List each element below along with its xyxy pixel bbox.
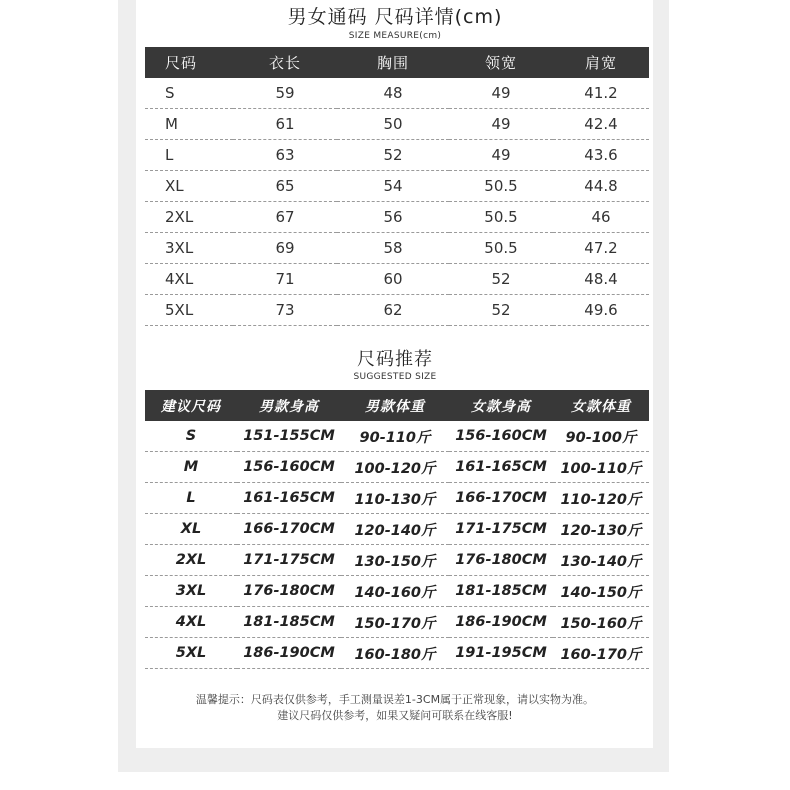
table-cell: 140-160斤 bbox=[341, 576, 449, 607]
table-cell: 156-160CM bbox=[237, 452, 341, 483]
table-cell: 49 bbox=[449, 109, 553, 140]
tip-note: 温馨提示：尺码表仅供参考，手工测量误差1-3CM属于正常现象，请以实物为准。 bbox=[195, 693, 595, 706]
header-men-weight: 男款体重 bbox=[341, 390, 449, 421]
table-cell: 160-180斤 bbox=[341, 638, 449, 669]
table-cell: 48.4 bbox=[553, 264, 649, 295]
table-cell: 120-140斤 bbox=[341, 514, 449, 545]
table-row bbox=[145, 607, 649, 638]
header-men-height: 男款身高 bbox=[237, 390, 341, 421]
table-cell: 49 bbox=[449, 140, 553, 171]
table-cell: 59 bbox=[233, 78, 337, 109]
table-row bbox=[145, 638, 649, 669]
table-cell: 161-165CM bbox=[449, 452, 553, 483]
table-cell: 54 bbox=[337, 171, 449, 202]
table-cell: 161-165CM bbox=[237, 483, 341, 514]
table-row bbox=[145, 576, 649, 607]
table-cell: 186-190CM bbox=[237, 638, 341, 669]
table-row bbox=[145, 171, 649, 202]
table-cell: 62 bbox=[337, 295, 449, 326]
table-cell: M bbox=[145, 452, 237, 483]
table-cell: 181-185CM bbox=[237, 607, 341, 638]
table-cell: 41.2 bbox=[553, 78, 649, 109]
table-cell: L bbox=[145, 140, 233, 171]
table-cell: 47.2 bbox=[553, 233, 649, 264]
table-cell: 110-130斤 bbox=[341, 483, 449, 514]
table-cell: 46 bbox=[553, 202, 649, 233]
table-row bbox=[145, 233, 649, 264]
table-cell: 61 bbox=[233, 109, 337, 140]
header-women-weight: 女款体重 bbox=[553, 390, 649, 421]
table-cell: XL bbox=[145, 514, 237, 545]
header-shoulder: 肩宽 bbox=[553, 47, 649, 78]
table-cell: 4XL bbox=[145, 607, 237, 638]
recommend-subtitle: SUGGESTED SIZE bbox=[353, 372, 437, 382]
table-cell: 56 bbox=[337, 202, 449, 233]
table-cell: 90-100斤 bbox=[553, 421, 649, 452]
table-cell: 5XL bbox=[145, 295, 233, 326]
table-cell: 150-160斤 bbox=[553, 607, 649, 638]
table-cell: 49 bbox=[449, 78, 553, 109]
table-cell: 2XL bbox=[145, 202, 233, 233]
header-suggested-size: 建议尺码 bbox=[145, 390, 237, 421]
table-cell: 52 bbox=[449, 295, 553, 326]
table-cell: L bbox=[145, 483, 237, 514]
table-cell: 4XL bbox=[145, 264, 233, 295]
table-cell: 110-120斤 bbox=[553, 483, 649, 514]
table-cell: 65 bbox=[233, 171, 337, 202]
table-row bbox=[145, 421, 649, 452]
table-row bbox=[145, 78, 649, 109]
table-cell: 58 bbox=[337, 233, 449, 264]
header-collar: 领宽 bbox=[449, 47, 553, 78]
table-cell: 50.5 bbox=[449, 202, 553, 233]
table-cell: 60 bbox=[337, 264, 449, 295]
table-cell: 120-130斤 bbox=[553, 514, 649, 545]
table-header-row bbox=[145, 390, 649, 421]
table-row bbox=[145, 264, 649, 295]
table-cell: 166-170CM bbox=[237, 514, 341, 545]
table-row bbox=[145, 452, 649, 483]
table-cell: 48 bbox=[337, 78, 449, 109]
table-cell: 69 bbox=[233, 233, 337, 264]
table-cell: 43.6 bbox=[553, 140, 649, 171]
table-cell: 171-175CM bbox=[449, 514, 553, 545]
table-cell: 67 bbox=[233, 202, 337, 233]
table-row bbox=[145, 545, 649, 576]
table-cell: 160-170斤 bbox=[553, 638, 649, 669]
table-cell: 150-170斤 bbox=[341, 607, 449, 638]
table-cell: 52 bbox=[337, 140, 449, 171]
table-row bbox=[145, 295, 649, 326]
table-cell: 156-160CM bbox=[449, 421, 553, 452]
table-cell: 100-120斤 bbox=[341, 452, 449, 483]
table-cell: 90-110斤 bbox=[341, 421, 449, 452]
table-cell: 52 bbox=[449, 264, 553, 295]
header-chest: 胸围 bbox=[337, 47, 449, 78]
table-cell: S bbox=[145, 78, 233, 109]
table-cell: M bbox=[145, 109, 233, 140]
table-cell: 100-110斤 bbox=[553, 452, 649, 483]
table-cell: 191-195CM bbox=[449, 638, 553, 669]
table-row bbox=[145, 202, 649, 233]
table-cell: 3XL bbox=[145, 233, 233, 264]
measure-subtitle: SIZE MEASURE(cm) bbox=[348, 31, 442, 41]
table-cell: 151-155CM bbox=[237, 421, 341, 452]
header-size: 尺码 bbox=[145, 47, 233, 78]
header-length: 衣长 bbox=[233, 47, 337, 78]
service-note: 建议尺码仅供参考，如果又疑问可联系在线客服! bbox=[277, 709, 513, 722]
table-row bbox=[145, 514, 649, 545]
table-cell: 130-140斤 bbox=[553, 545, 649, 576]
table-cell: 63 bbox=[233, 140, 337, 171]
table-cell: 186-190CM bbox=[449, 607, 553, 638]
table-cell: XL bbox=[145, 171, 233, 202]
table-cell: 73 bbox=[233, 295, 337, 326]
table-cell: 176-180CM bbox=[449, 545, 553, 576]
table-cell: 50.5 bbox=[449, 233, 553, 264]
measure-title: 男女通码 尺码详情(cm) bbox=[287, 6, 503, 28]
table-cell: 130-150斤 bbox=[341, 545, 449, 576]
table-row bbox=[145, 483, 649, 514]
table-cell: 140-150斤 bbox=[553, 576, 649, 607]
table-row bbox=[145, 140, 649, 171]
table-cell: S bbox=[145, 421, 237, 452]
header-women-height: 女款身高 bbox=[449, 390, 553, 421]
table-cell: 49.6 bbox=[553, 295, 649, 326]
table-row bbox=[145, 109, 649, 140]
table-cell: 2XL bbox=[145, 545, 237, 576]
suggested-size-table bbox=[145, 390, 649, 669]
table-header-row bbox=[145, 47, 649, 78]
table-cell: 171-175CM bbox=[237, 545, 341, 576]
table-cell: 181-185CM bbox=[449, 576, 553, 607]
size-measure-table bbox=[145, 47, 649, 326]
table-cell: 50 bbox=[337, 109, 449, 140]
table-cell: 42.4 bbox=[553, 109, 649, 140]
table-cell: 50.5 bbox=[449, 171, 553, 202]
table-cell: 166-170CM bbox=[449, 483, 553, 514]
table-cell: 176-180CM bbox=[237, 576, 341, 607]
recommend-title: 尺码推荐 bbox=[357, 349, 433, 370]
table-cell: 5XL bbox=[145, 638, 237, 669]
table-cell: 44.8 bbox=[553, 171, 649, 202]
table-cell: 71 bbox=[233, 264, 337, 295]
table-cell: 3XL bbox=[145, 576, 237, 607]
